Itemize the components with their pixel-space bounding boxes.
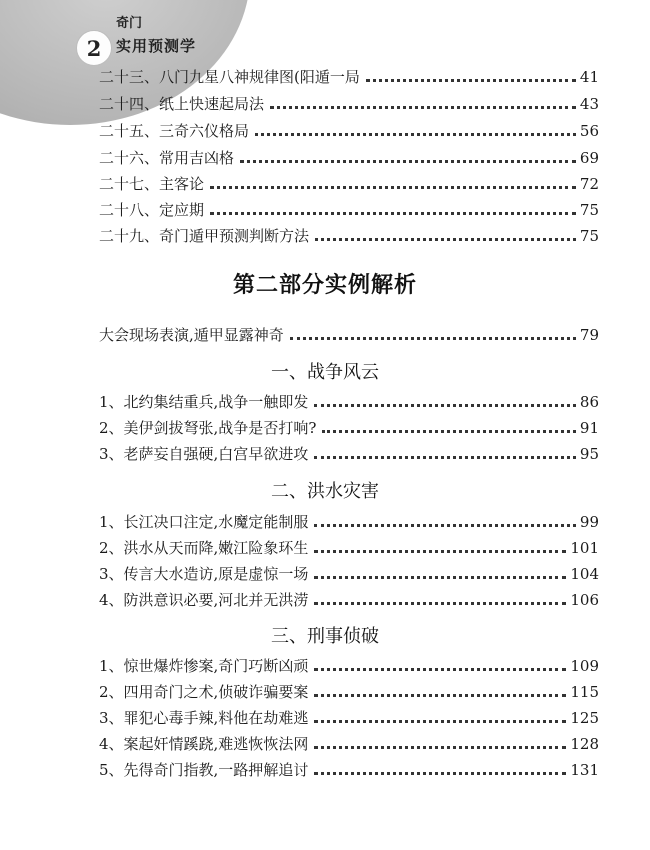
toc-entry-page: 101 [570, 539, 599, 557]
toc-entry-page: 75 [579, 227, 599, 245]
toc-entry-title: 二十五、三奇六仪格局 [99, 122, 250, 140]
toc-entry-title: 2、四用奇门之术,侦破诈骗要案 [99, 683, 309, 701]
dot-leader [314, 524, 576, 527]
toc-entry-page: 86 [579, 393, 599, 411]
dot-leader [314, 602, 566, 605]
dot-leader [210, 186, 576, 189]
dot-leader [314, 550, 566, 553]
toc-entry-title: 大会现场表演,遁甲显露神奇 [99, 326, 284, 344]
toc-entry-page: 43 [579, 95, 599, 113]
dot-leader [314, 456, 576, 459]
toc-entry-title: 1、惊世爆炸惨案,奇门巧断凶顽 [99, 657, 309, 675]
toc-entry[interactable] [99, 507, 599, 533]
dot-leader [290, 337, 576, 340]
toc-entry[interactable] [99, 387, 599, 413]
toc-entry-title: 二十四、纸上快速起局法 [99, 95, 265, 113]
toc-entry-title: 3、老萨妄自强硬,白宫早欲进攻 [99, 445, 309, 463]
dot-leader [322, 430, 576, 433]
dot-leader [314, 720, 566, 723]
toc-entry-page: 79 [579, 326, 599, 344]
toc-entry-title: 1、北约集结重兵,战争一触即发 [99, 393, 309, 411]
toc-entry[interactable] [99, 439, 599, 465]
toc-entry-title: 3、罪犯心毒手辣,料他在劫难逃 [99, 709, 309, 727]
page-number: 2 [76, 30, 112, 66]
toc-entry-title: 2、美伊剑拔弩张,战争是否打响? [99, 419, 317, 437]
toc-entry[interactable] [99, 143, 599, 169]
toc-entry-page: 106 [570, 591, 599, 609]
toc-entry[interactable] [99, 677, 599, 703]
toc-entry[interactable] [99, 729, 599, 755]
toc-entry[interactable] [99, 169, 599, 195]
toc-entry-page: 72 [579, 175, 599, 193]
dot-leader [314, 772, 566, 775]
toc-entry[interactable] [99, 320, 599, 346]
toc-entry-page: 91 [579, 419, 599, 437]
toc-entry-title: 二十七、主客论 [99, 175, 205, 193]
toc-entry[interactable] [99, 585, 599, 611]
toc-entry[interactable] [99, 413, 599, 439]
book-title: 实用预测学 [116, 37, 197, 55]
toc-entry-page: 69 [579, 149, 599, 167]
toc-entry-page: 75 [579, 201, 599, 219]
toc-entry[interactable] [99, 533, 599, 559]
toc-entry-title: 1、长江决口注定,水魔定能制服 [99, 513, 309, 531]
toc-entry[interactable] [99, 559, 599, 585]
toc-entry[interactable] [99, 195, 599, 221]
toc-entry-page: 128 [570, 735, 599, 753]
toc-entry-page: 109 [570, 657, 599, 675]
toc-entry-page: 95 [579, 445, 599, 463]
dot-leader [314, 694, 566, 697]
toc-entry-page: 131 [570, 761, 599, 779]
toc-entry-title: 二十三、八门九星八神规律图(阳遁一局 [99, 68, 360, 86]
dot-leader [315, 238, 576, 241]
dot-leader [240, 160, 576, 163]
part-title: 第二部分实例解析 [232, 273, 417, 298]
toc-entry-page: 99 [579, 513, 599, 531]
toc-entry-title: 二十九、奇门遁甲预测判断方法 [99, 227, 310, 245]
toc-entry[interactable] [99, 221, 599, 247]
toc-entry-title: 2、洪水从天而降,嫩江险象环生 [99, 539, 309, 557]
dot-leader [255, 133, 576, 136]
toc-entry[interactable] [99, 755, 599, 781]
series-title: 奇门 [116, 16, 143, 31]
toc-entry[interactable] [99, 703, 599, 729]
toc-entry-page: 115 [570, 683, 599, 701]
toc-entry-title: 二十八、定应期 [99, 201, 205, 219]
dot-leader [366, 79, 576, 82]
toc-entry-title: 4、案起奸情蹊跷,难逃恢恢法网 [99, 735, 309, 753]
section-title: 一、战争风云 [271, 362, 379, 383]
dot-leader [314, 404, 576, 407]
toc-entry-title: 4、防洪意识必要,河北并无洪涝 [99, 591, 309, 609]
toc-entry-page: 56 [579, 122, 599, 140]
dot-leader [314, 746, 566, 749]
toc-entry[interactable] [99, 651, 599, 677]
toc-entry-page: 104 [570, 565, 599, 583]
dot-leader [314, 576, 566, 579]
dot-leader [270, 106, 576, 109]
toc-entry[interactable] [99, 116, 599, 142]
toc-entry[interactable] [99, 89, 599, 115]
toc-entry-page: 41 [579, 68, 599, 86]
toc-entry-title: 3、传言大水造访,原是虚惊一场 [99, 565, 309, 583]
toc-entry-title: 二十六、常用吉凶格 [99, 149, 235, 167]
section-title: 二、洪水灾害 [271, 481, 379, 502]
toc-entry[interactable] [99, 62, 599, 88]
dot-leader [210, 212, 576, 215]
toc-entry-title: 5、先得奇门指教,一路押解追讨 [99, 761, 309, 779]
section-title: 三、刑事侦破 [271, 626, 379, 647]
toc-entry-page: 125 [570, 709, 599, 727]
dot-leader [314, 668, 566, 671]
